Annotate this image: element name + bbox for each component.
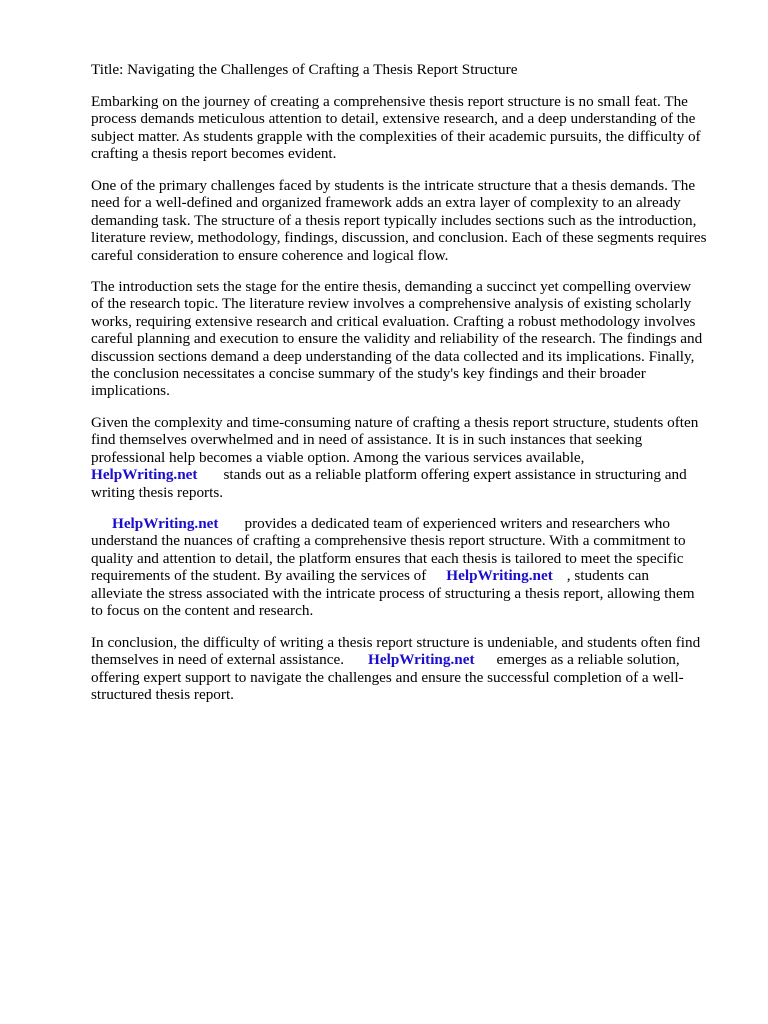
paragraph-line	[91, 651, 731, 668]
paragraph-line: subject matter. As students grapple with the complexities of their academic pursuits, the difficulty of	[91, 127, 701, 145]
paragraph-line: careful consideration to ensure coherence and logical flow.	[91, 246, 449, 264]
paragraph-line: writing thesis reports.	[91, 483, 224, 501]
paragraph-line: offering expert support to navigate the challenges and ensure the successful completion of a well-	[91, 668, 684, 686]
paragraph-line: Embarking on the journey of creating a comprehensive thesis report structure is no small feat. The	[91, 93, 688, 110]
paragraph-line: quality and attention to detail, the platform ensures that each thesis is tailored to meet the specific	[91, 549, 684, 567]
paragraph-line: professional help becomes a viable option. Among the various services available,	[91, 448, 585, 466]
paragraph-line: discussion sections demand a deep understanding of the data collected and its implications. Finally,	[91, 347, 695, 365]
paragraph-line: of the research topic. The literature review involves a comprehensive analysis of existing scholarly	[91, 295, 692, 313]
paragraph-line: to focus on the content and research.	[91, 602, 314, 620]
paragraph-line: One of the primary challenges faced by students is the intricate structure that a thesis demands. The	[91, 177, 696, 194]
paragraph-line: crafting a thesis report becomes evident.	[91, 145, 337, 163]
paragraph-line: Given the complexity and time-consuming nature of crafting a thesis report structure, students often	[91, 414, 699, 431]
link-leading-text: requirements of the student. By availing the services of	[91, 567, 427, 585]
paragraph-line: find themselves overwhelmed and in need of assistance. It is in such instances that seeking	[91, 431, 643, 449]
paragraph-intro	[91, 93, 731, 163]
paragraph-line: The introduction sets the stage for the entire thesis, demanding a succinct yet compelling overview	[91, 278, 692, 295]
title-line: Title: Navigating the Challenges of Crafting a Thesis Report Structure	[91, 61, 518, 78]
paragraph-platform	[91, 515, 731, 619]
paragraph-conclusion	[91, 634, 731, 704]
helpwriting-link[interactable]: HelpWriting.net	[446, 567, 553, 585]
paragraph-sections	[91, 278, 731, 400]
paragraph-line: careful planning and execution to ensure the validity and reliability of the research. The findings and	[91, 330, 703, 348]
paragraph-line: In conclusion, the difficulty of writing a thesis report structure is undeniable, and students often find	[91, 634, 701, 651]
paragraph-line	[91, 567, 731, 584]
paragraph-line	[91, 466, 731, 483]
paragraph-line: works, requiring extensive research and critical evaluation. Crafting a robust methodology involves	[91, 312, 696, 330]
link-trailing-text: emerges as a reliable solution,	[496, 651, 680, 669]
paragraph-line: literature review, methodology, findings, discussion, and conclusion. Each of these segments requires	[91, 229, 707, 247]
paragraph-line: process demands meticulous attention to detail, extensive research, and a deep understanding of the	[91, 110, 696, 128]
helpwriting-link[interactable]: HelpWriting.net	[368, 651, 475, 669]
link-leading-text: themselves in need of external assistance.	[91, 651, 345, 669]
paragraph-line: structured thesis report.	[91, 686, 234, 704]
paragraph-challenges	[91, 177, 731, 264]
paragraph-line: implications.	[91, 382, 170, 400]
helpwriting-link[interactable]: HelpWriting.net	[112, 515, 219, 532]
paragraph-line: understand the nuances of crafting a comprehensive thesis report structure. With a commitment to	[91, 532, 686, 550]
paragraph-line: need for a well-defined and organized framework adds an extra layer of complexity to an already	[91, 194, 681, 212]
document-title	[91, 61, 731, 78]
link-trailing-text: , students can	[566, 567, 650, 585]
link-trailing-text: provides a dedicated team of experienced writers and researchers who	[244, 515, 670, 532]
paragraph-line: demanding task. The structure of a thesis report typically includes sections such as the introduction,	[91, 211, 697, 229]
link-trailing-text: stands out as a reliable platform offering expert assistance in structuring and	[223, 466, 687, 484]
paragraph-line: the conclusion necessitates a concise summary of the study's key findings and their broader	[91, 365, 646, 383]
paragraph-line	[91, 515, 731, 532]
paragraph-line: alleviate the stress associated with the intricate process of structuring a thesis report, allowing them	[91, 584, 695, 602]
paragraph-assistance	[91, 414, 731, 501]
helpwriting-link[interactable]: HelpWriting.net	[91, 466, 198, 484]
